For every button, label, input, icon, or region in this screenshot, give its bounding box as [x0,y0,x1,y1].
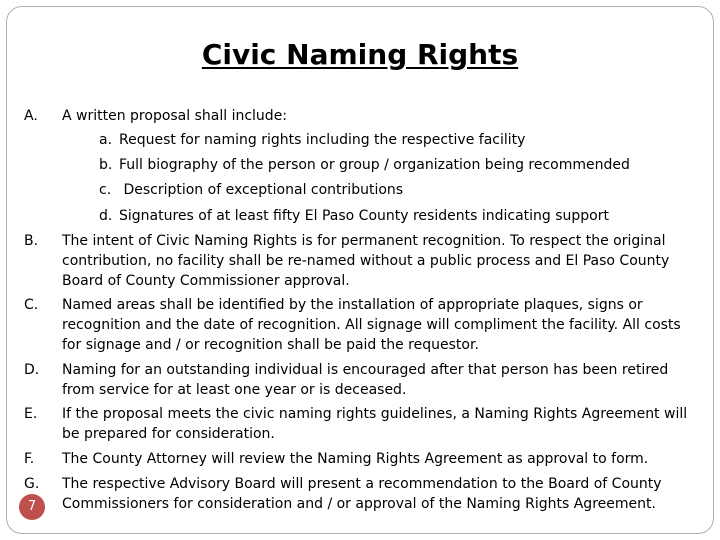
page-number-badge: 7 [19,494,45,520]
item-text-b: The intent of Civic Naming Rights is for permanent recognition. To respect the original contribution, no facility shall be re-named without a public process and El Paso County Board of County Commissioner approval. [62,233,670,289]
subitem-letter: b. [99,157,113,173]
subitem-letter: a. [99,132,113,148]
subitem-text: Full biography of the person or group / organization being recommended [119,157,630,173]
item-text-f: The County Attorney will review the Naming Rights Agreement as approval to form. [62,451,649,467]
item-text-d: Naming for an outstanding individual is encouraged after that person has been retired from service for at least one year or is deceased. [62,362,669,398]
subitem-text: Signatures of at least fifty El Paso County residents indicating support [119,208,609,224]
subitem-c [99,180,403,200]
subitem-text: Description of exceptional contributions [119,182,404,198]
subitem-letter: c. [99,182,112,198]
subitem-d [99,206,609,226]
item-text-c: Named areas shall be identified by the installation of appropriate plaques, signs or recognition and the date of recognition. All signage will compliment the facility. All costs for signage and / or recognition shall be paid the requestor. [62,297,681,353]
page-title: Civic Naming Rights [201,38,519,71]
item-marker-f: F. [24,451,35,467]
item-marker-a: A. [24,108,38,124]
item-text-g: The respective Advisory Board will present a recommendation to the Board of County Commissioners for consideration and / or approval of the Naming Rights Agreement. [62,476,662,512]
subitem-a [99,130,525,150]
item-marker-b: B. [24,233,39,249]
item-text-e: If the proposal meets the civic naming rights guidelines, a Naming Rights Agreement will be prepared for consideration. [62,406,688,442]
item-marker-d: D. [24,362,40,378]
item-text-a: A written proposal shall include: [62,108,288,124]
item-marker-e: E. [24,406,38,422]
item-marker-g: G. [24,476,40,492]
subitem-b [99,155,630,175]
subitem-letter: d. [99,208,113,224]
item-marker-c: C. [24,297,39,313]
subitem-text: Request for naming rights including the respective facility [119,132,526,148]
